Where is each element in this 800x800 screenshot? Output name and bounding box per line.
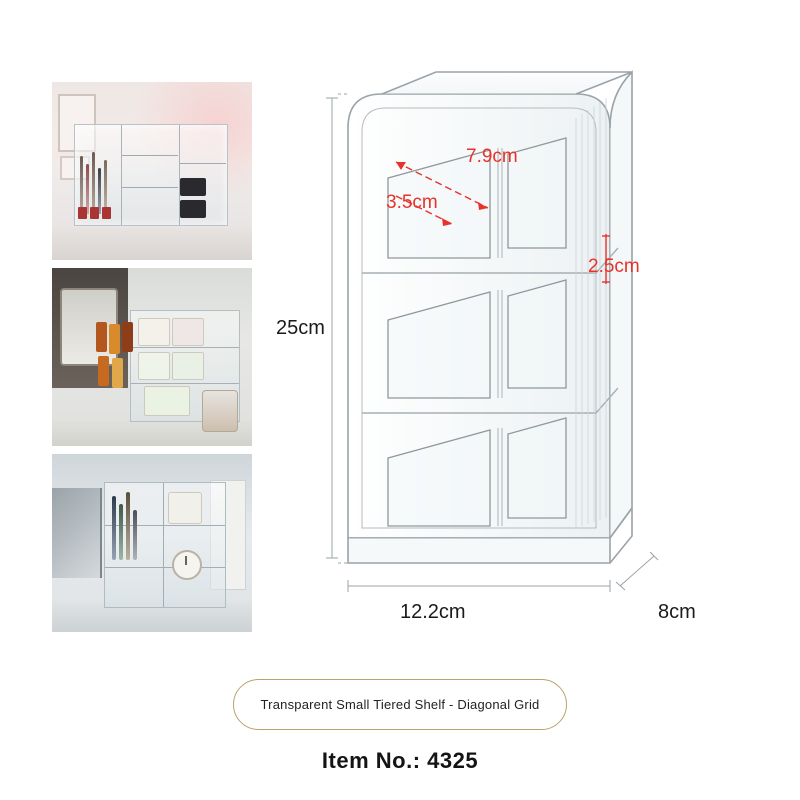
mini-bottles <box>78 206 114 224</box>
product-caption-text: Transparent Small Tiered Shelf - Diagonal Grid <box>260 697 540 712</box>
label-width: 12.2cm <box>400 601 466 623</box>
annotation-depth <box>616 552 658 590</box>
drink-cup <box>202 390 238 432</box>
shelf-line <box>180 163 226 164</box>
storage-jar <box>168 492 202 524</box>
desk-surface <box>52 228 252 260</box>
shelf-line <box>122 155 178 156</box>
photo-desk-makeup-organizer <box>52 82 252 260</box>
snack-packet <box>138 318 170 346</box>
makeup-brushes <box>78 152 114 214</box>
item-number: Item No.: 4325 <box>321 748 479 773</box>
right-panel-tier-2 <box>508 280 566 388</box>
label-slot-depth: 7.9cm <box>466 146 518 167</box>
label-slot-front: 3.5cm <box>386 192 438 213</box>
right-panel-tier-3 <box>508 418 566 518</box>
label-divider-height: 2.5cm <box>588 256 640 277</box>
annotation-width <box>348 580 610 592</box>
label-height: 25cm <box>276 317 325 339</box>
photo-counter-snack-organizer <box>52 268 252 446</box>
snack-bars <box>96 322 136 418</box>
snack-packet <box>172 352 204 380</box>
cosmetic-jars <box>180 178 206 222</box>
snack-packet <box>144 386 190 416</box>
pens-group <box>110 490 156 560</box>
shelf-line <box>122 187 178 188</box>
photo-desk-stationery-organizer <box>52 454 252 632</box>
label-depth: 8cm <box>658 601 696 623</box>
annotation-height <box>326 94 348 563</box>
product-dimension-diagram <box>276 58 776 638</box>
product-photo-gallery <box>52 82 252 632</box>
laptop <box>52 488 102 578</box>
snack-packet <box>138 352 170 380</box>
snack-packet <box>172 318 204 346</box>
product-caption-pill <box>233 679 567 730</box>
desk-clock-icon <box>172 550 202 580</box>
